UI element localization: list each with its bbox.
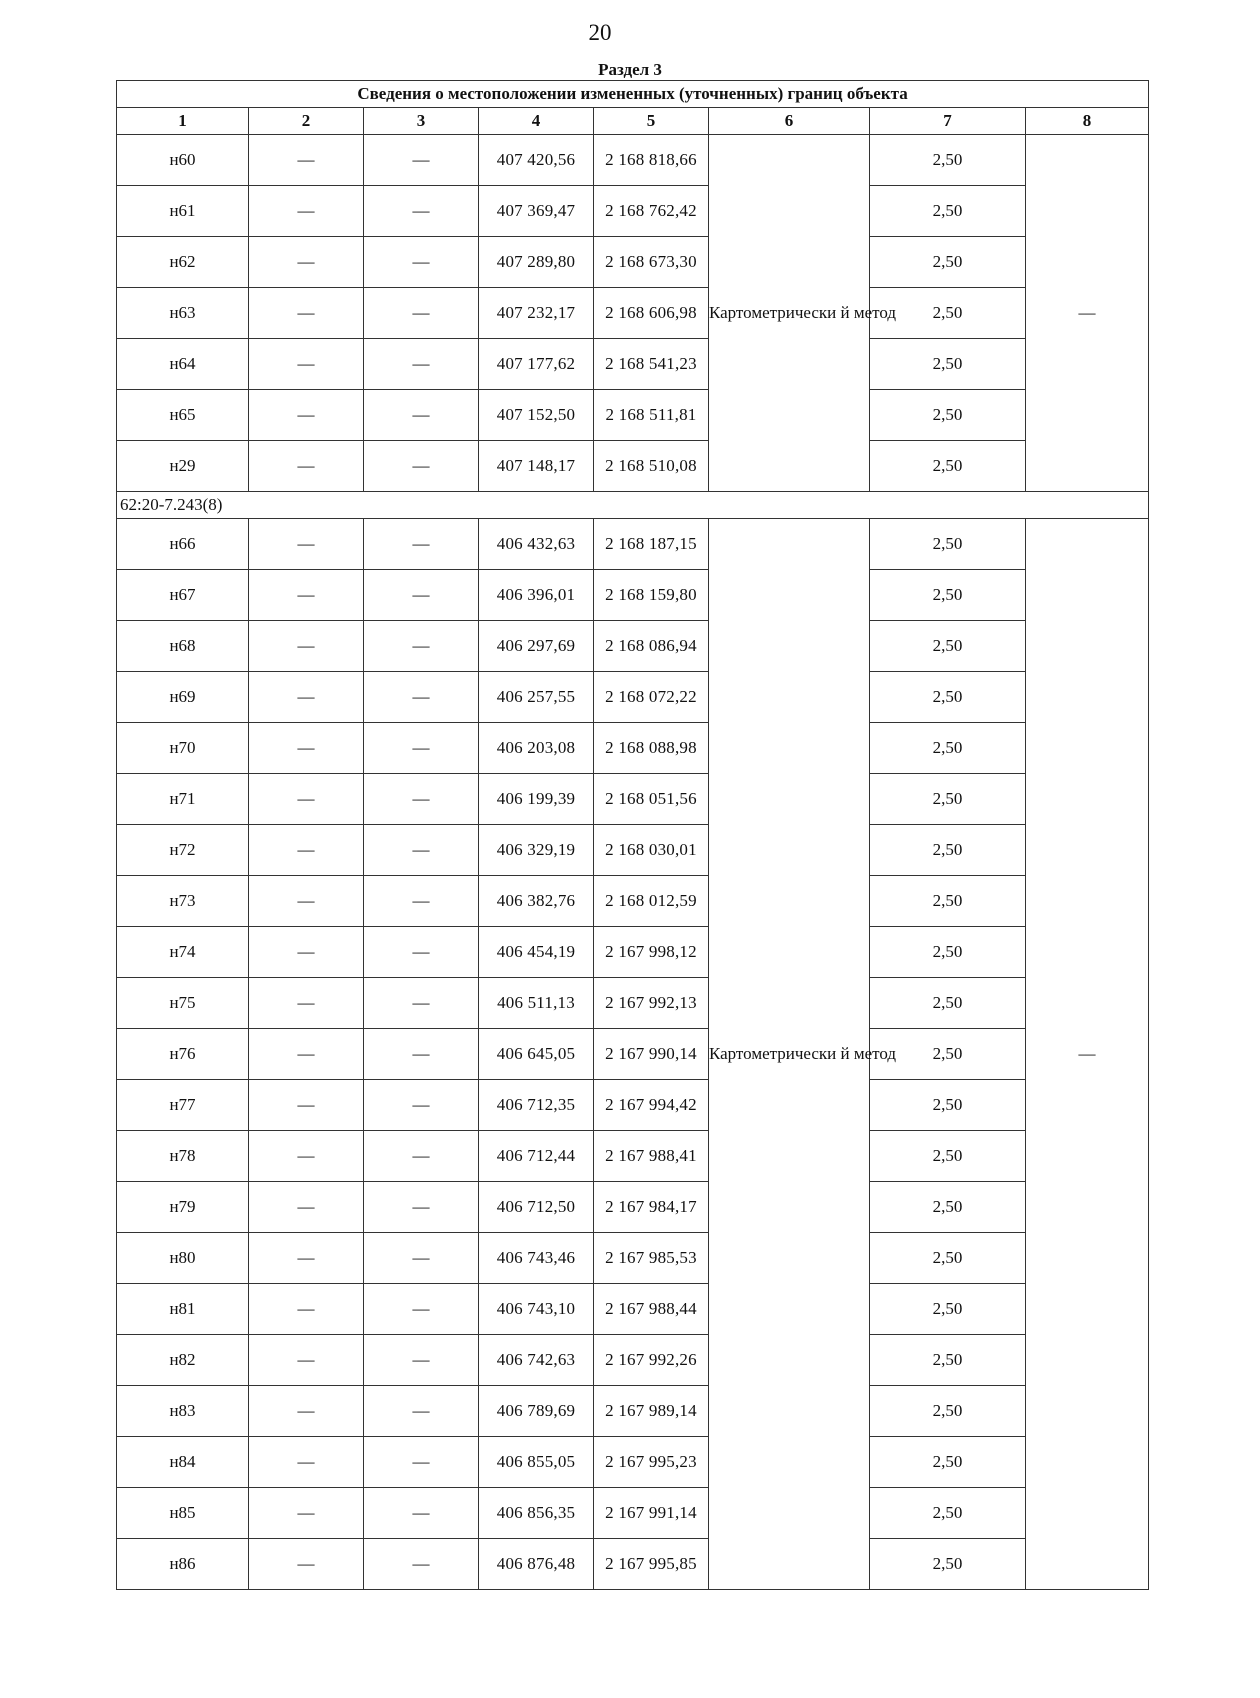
accuracy-cell: 2,50 [870,927,1026,978]
dash-cell: — [249,672,364,723]
x-coordinate-cell: 407 148,17 [479,441,594,492]
dash-cell: — [249,978,364,1029]
accuracy-cell: 2,50 [870,621,1026,672]
point-name-cell: н80 [117,1233,249,1284]
dash-cell: — [249,1182,364,1233]
dash-cell: — [249,1284,364,1335]
point-name-cell: н79 [117,1182,249,1233]
table-row [117,1539,1149,1590]
x-coordinate-cell: 406 645,05 [479,1029,594,1080]
y-coordinate-cell: 2 168 762,42 [594,186,709,237]
table-row [117,390,1149,441]
table-row [117,339,1149,390]
x-coordinate-cell: 406 257,55 [479,672,594,723]
dash-cell: — [364,1335,479,1386]
dash-cell: — [364,441,479,492]
x-coordinate-cell: 406 712,44 [479,1131,594,1182]
table-row [117,1488,1149,1539]
accuracy-cell: 2,50 [870,1539,1026,1590]
point-name-cell: н29 [117,441,249,492]
accuracy-cell: 2,50 [870,186,1026,237]
dash-cell: — [364,621,479,672]
dash-cell: — [249,927,364,978]
x-coordinate-cell: 406 329,19 [479,825,594,876]
point-name-cell: н82 [117,1335,249,1386]
dash-cell: — [364,519,479,570]
y-coordinate-cell: 2 167 991,14 [594,1488,709,1539]
x-coordinate-cell: 406 712,50 [479,1182,594,1233]
dash-cell: — [249,1437,364,1488]
dash-cell: — [249,135,364,186]
point-name-cell: н60 [117,135,249,186]
accuracy-cell: 2,50 [870,237,1026,288]
table-row [117,1080,1149,1131]
point-name-cell: н76 [117,1029,249,1080]
group-label-row [117,492,1149,519]
page-number: 20 [588,20,612,45]
dash-cell: — [249,339,364,390]
table-row [117,1233,1149,1284]
table-row [117,1437,1149,1488]
point-name-cell: н73 [117,876,249,927]
y-coordinate-cell: 2 168 606,98 [594,288,709,339]
y-coordinate-cell: 2 167 995,23 [594,1437,709,1488]
point-name-cell: н66 [117,519,249,570]
accuracy-cell: 2,50 [870,1080,1026,1131]
column-header: 3 [364,108,479,135]
accuracy-cell: 2,50 [870,1488,1026,1539]
dash-cell: — [249,774,364,825]
x-coordinate-cell: 406 855,05 [479,1437,594,1488]
dash-cell: — [249,723,364,774]
x-coordinate-cell: 406 297,69 [479,621,594,672]
dash-cell: — [249,1080,364,1131]
accuracy-cell: 2,50 [870,1131,1026,1182]
dash-cell: — [249,1488,364,1539]
x-coordinate-cell: 406 203,08 [479,723,594,774]
column-header: 5 [594,108,709,135]
table-row [117,1335,1149,1386]
y-coordinate-cell: 2 167 990,14 [594,1029,709,1080]
point-name-cell: н83 [117,1386,249,1437]
dash-cell: — [364,1539,479,1590]
dash-cell: — [364,825,479,876]
col8-cell: — [1026,135,1149,492]
dash-cell: — [364,1488,479,1539]
dash-cell: — [249,390,364,441]
y-coordinate-cell: 2 168 159,80 [594,570,709,621]
x-coordinate-cell: 407 420,56 [479,135,594,186]
accuracy-cell: 2,50 [870,1284,1026,1335]
dash-cell: — [249,570,364,621]
point-name-cell: н77 [117,1080,249,1131]
table-row [117,135,1149,186]
table-row [117,672,1149,723]
point-name-cell: н68 [117,621,249,672]
point-name-cell: н85 [117,1488,249,1539]
table-row [117,570,1149,621]
accuracy-cell: 2,50 [870,774,1026,825]
point-name-cell: н81 [117,1284,249,1335]
table-row [117,519,1149,570]
accuracy-cell: 2,50 [870,825,1026,876]
x-coordinate-cell: 406 856,35 [479,1488,594,1539]
table-row [117,186,1149,237]
y-coordinate-cell: 2 168 510,08 [594,441,709,492]
accuracy-cell: 2,50 [870,135,1026,186]
x-coordinate-cell: 406 743,46 [479,1233,594,1284]
table-row [117,1386,1149,1437]
y-coordinate-cell: 2 167 989,14 [594,1386,709,1437]
dash-cell: — [364,1233,479,1284]
point-name-cell: н65 [117,390,249,441]
x-coordinate-cell: 407 369,47 [479,186,594,237]
accuracy-cell: 2,50 [870,1182,1026,1233]
point-name-cell: н62 [117,237,249,288]
point-name-cell: н70 [117,723,249,774]
point-name-cell: н71 [117,774,249,825]
accuracy-cell: 2,50 [870,876,1026,927]
dash-cell: — [364,237,479,288]
table-row [117,1029,1149,1080]
dash-cell: — [249,1386,364,1437]
dash-cell: — [364,339,479,390]
dash-cell: — [249,519,364,570]
table-caption: Сведения о местоположении измененных (уточненных) границ объекта [117,81,1149,108]
method-cell: Картометрически й метод [709,135,870,492]
table-body [117,135,1149,1590]
x-coordinate-cell: 407 289,80 [479,237,594,288]
dash-cell: — [364,1131,479,1182]
dash-cell: — [364,774,479,825]
accuracy-cell: 2,50 [870,570,1026,621]
column-header: 2 [249,108,364,135]
y-coordinate-cell: 2 168 086,94 [594,621,709,672]
dash-cell: — [249,288,364,339]
x-coordinate-cell: 407 152,50 [479,390,594,441]
point-name-cell: н74 [117,927,249,978]
y-coordinate-cell: 2 168 673,30 [594,237,709,288]
dash-cell: — [249,1539,364,1590]
table-row [117,1284,1149,1335]
accuracy-cell: 2,50 [870,390,1026,441]
y-coordinate-cell: 2 167 988,44 [594,1284,709,1335]
accuracy-cell: 2,50 [870,1029,1026,1080]
x-coordinate-cell: 406 396,01 [479,570,594,621]
x-coordinate-cell: 406 199,39 [479,774,594,825]
table-row [117,288,1149,339]
accuracy-cell: 2,50 [870,1437,1026,1488]
col8-cell: — [1026,519,1149,1590]
y-coordinate-cell: 2 168 051,56 [594,774,709,825]
accuracy-cell: 2,50 [870,339,1026,390]
x-coordinate-cell: 407 232,17 [479,288,594,339]
table-row [117,237,1149,288]
accuracy-cell: 2,50 [870,672,1026,723]
accuracy-cell: 2,50 [870,441,1026,492]
y-coordinate-cell: 2 167 984,17 [594,1182,709,1233]
dash-cell: — [249,441,364,492]
y-coordinate-cell: 2 168 187,15 [594,519,709,570]
y-coordinate-cell: 2 168 012,59 [594,876,709,927]
dash-cell: — [249,1029,364,1080]
column-header-row [117,108,1149,135]
point-name-cell: н69 [117,672,249,723]
group-label: 62:20-7.243(8) [117,492,1149,519]
table-row [117,723,1149,774]
dash-cell: — [364,288,479,339]
x-coordinate-cell: 406 789,69 [479,1386,594,1437]
column-header: 4 [479,108,594,135]
table-row [117,927,1149,978]
dash-cell: — [364,1437,479,1488]
x-coordinate-cell: 406 511,13 [479,978,594,1029]
dash-cell: — [364,1284,479,1335]
y-coordinate-cell: 2 168 541,23 [594,339,709,390]
x-coordinate-cell: 406 382,76 [479,876,594,927]
dash-cell: — [249,825,364,876]
y-coordinate-cell: 2 168 072,22 [594,672,709,723]
section-title: Раздел 3 [598,60,662,79]
dash-cell: — [249,1131,364,1182]
y-coordinate-cell: 2 168 511,81 [594,390,709,441]
x-coordinate-cell: 406 742,63 [479,1335,594,1386]
point-name-cell: н67 [117,570,249,621]
accuracy-cell: 2,50 [870,978,1026,1029]
column-header: 7 [870,108,1026,135]
table-row [117,774,1149,825]
accuracy-cell: 2,50 [870,288,1026,339]
dash-cell: — [364,927,479,978]
dash-cell: — [249,876,364,927]
dash-cell: — [249,1335,364,1386]
dash-cell: — [364,390,479,441]
point-name-cell: н64 [117,339,249,390]
dash-cell: — [249,237,364,288]
y-coordinate-cell: 2 167 994,42 [594,1080,709,1131]
y-coordinate-cell: 2 167 992,13 [594,978,709,1029]
dash-cell: — [364,876,479,927]
dash-cell: — [364,135,479,186]
table-row [117,441,1149,492]
dash-cell: — [364,1029,479,1080]
table-row [117,1131,1149,1182]
x-coordinate-cell: 406 743,10 [479,1284,594,1335]
dash-cell: — [249,186,364,237]
table-row [117,978,1149,1029]
table-row [117,621,1149,672]
dash-cell: — [364,1386,479,1437]
y-coordinate-cell: 2 167 998,12 [594,927,709,978]
x-coordinate-cell: 406 712,35 [479,1080,594,1131]
column-header: 6 [709,108,870,135]
accuracy-cell: 2,50 [870,519,1026,570]
accuracy-cell: 2,50 [870,723,1026,774]
table-row [117,1182,1149,1233]
dash-cell: — [364,672,479,723]
dash-cell: — [364,186,479,237]
table-row [117,825,1149,876]
column-header: 1 [117,108,249,135]
y-coordinate-cell: 2 168 088,98 [594,723,709,774]
y-coordinate-cell: 2 167 995,85 [594,1539,709,1590]
y-coordinate-cell: 2 168 030,01 [594,825,709,876]
column-header: 8 [1026,108,1149,135]
point-name-cell: н78 [117,1131,249,1182]
point-name-cell: н72 [117,825,249,876]
y-coordinate-cell: 2 167 992,26 [594,1335,709,1386]
method-cell: Картометрически й метод [709,519,870,1590]
coordinates-table [116,80,1149,1590]
accuracy-cell: 2,50 [870,1335,1026,1386]
point-name-cell: н86 [117,1539,249,1590]
point-name-cell: н84 [117,1437,249,1488]
dash-cell: — [249,1233,364,1284]
x-coordinate-cell: 406 454,19 [479,927,594,978]
point-name-cell: н63 [117,288,249,339]
dash-cell: — [364,978,479,1029]
accuracy-cell: 2,50 [870,1233,1026,1284]
point-name-cell: н61 [117,186,249,237]
dash-cell: — [364,1182,479,1233]
dash-cell: — [364,1080,479,1131]
x-coordinate-cell: 407 177,62 [479,339,594,390]
dash-cell: — [364,570,479,621]
accuracy-cell: 2,50 [870,1386,1026,1437]
y-coordinate-cell: 2 168 818,66 [594,135,709,186]
dash-cell: — [364,723,479,774]
table-row [117,876,1149,927]
y-coordinate-cell: 2 167 988,41 [594,1131,709,1182]
x-coordinate-cell: 406 432,63 [479,519,594,570]
x-coordinate-cell: 406 876,48 [479,1539,594,1590]
y-coordinate-cell: 2 167 985,53 [594,1233,709,1284]
point-name-cell: н75 [117,978,249,1029]
dash-cell: — [249,621,364,672]
